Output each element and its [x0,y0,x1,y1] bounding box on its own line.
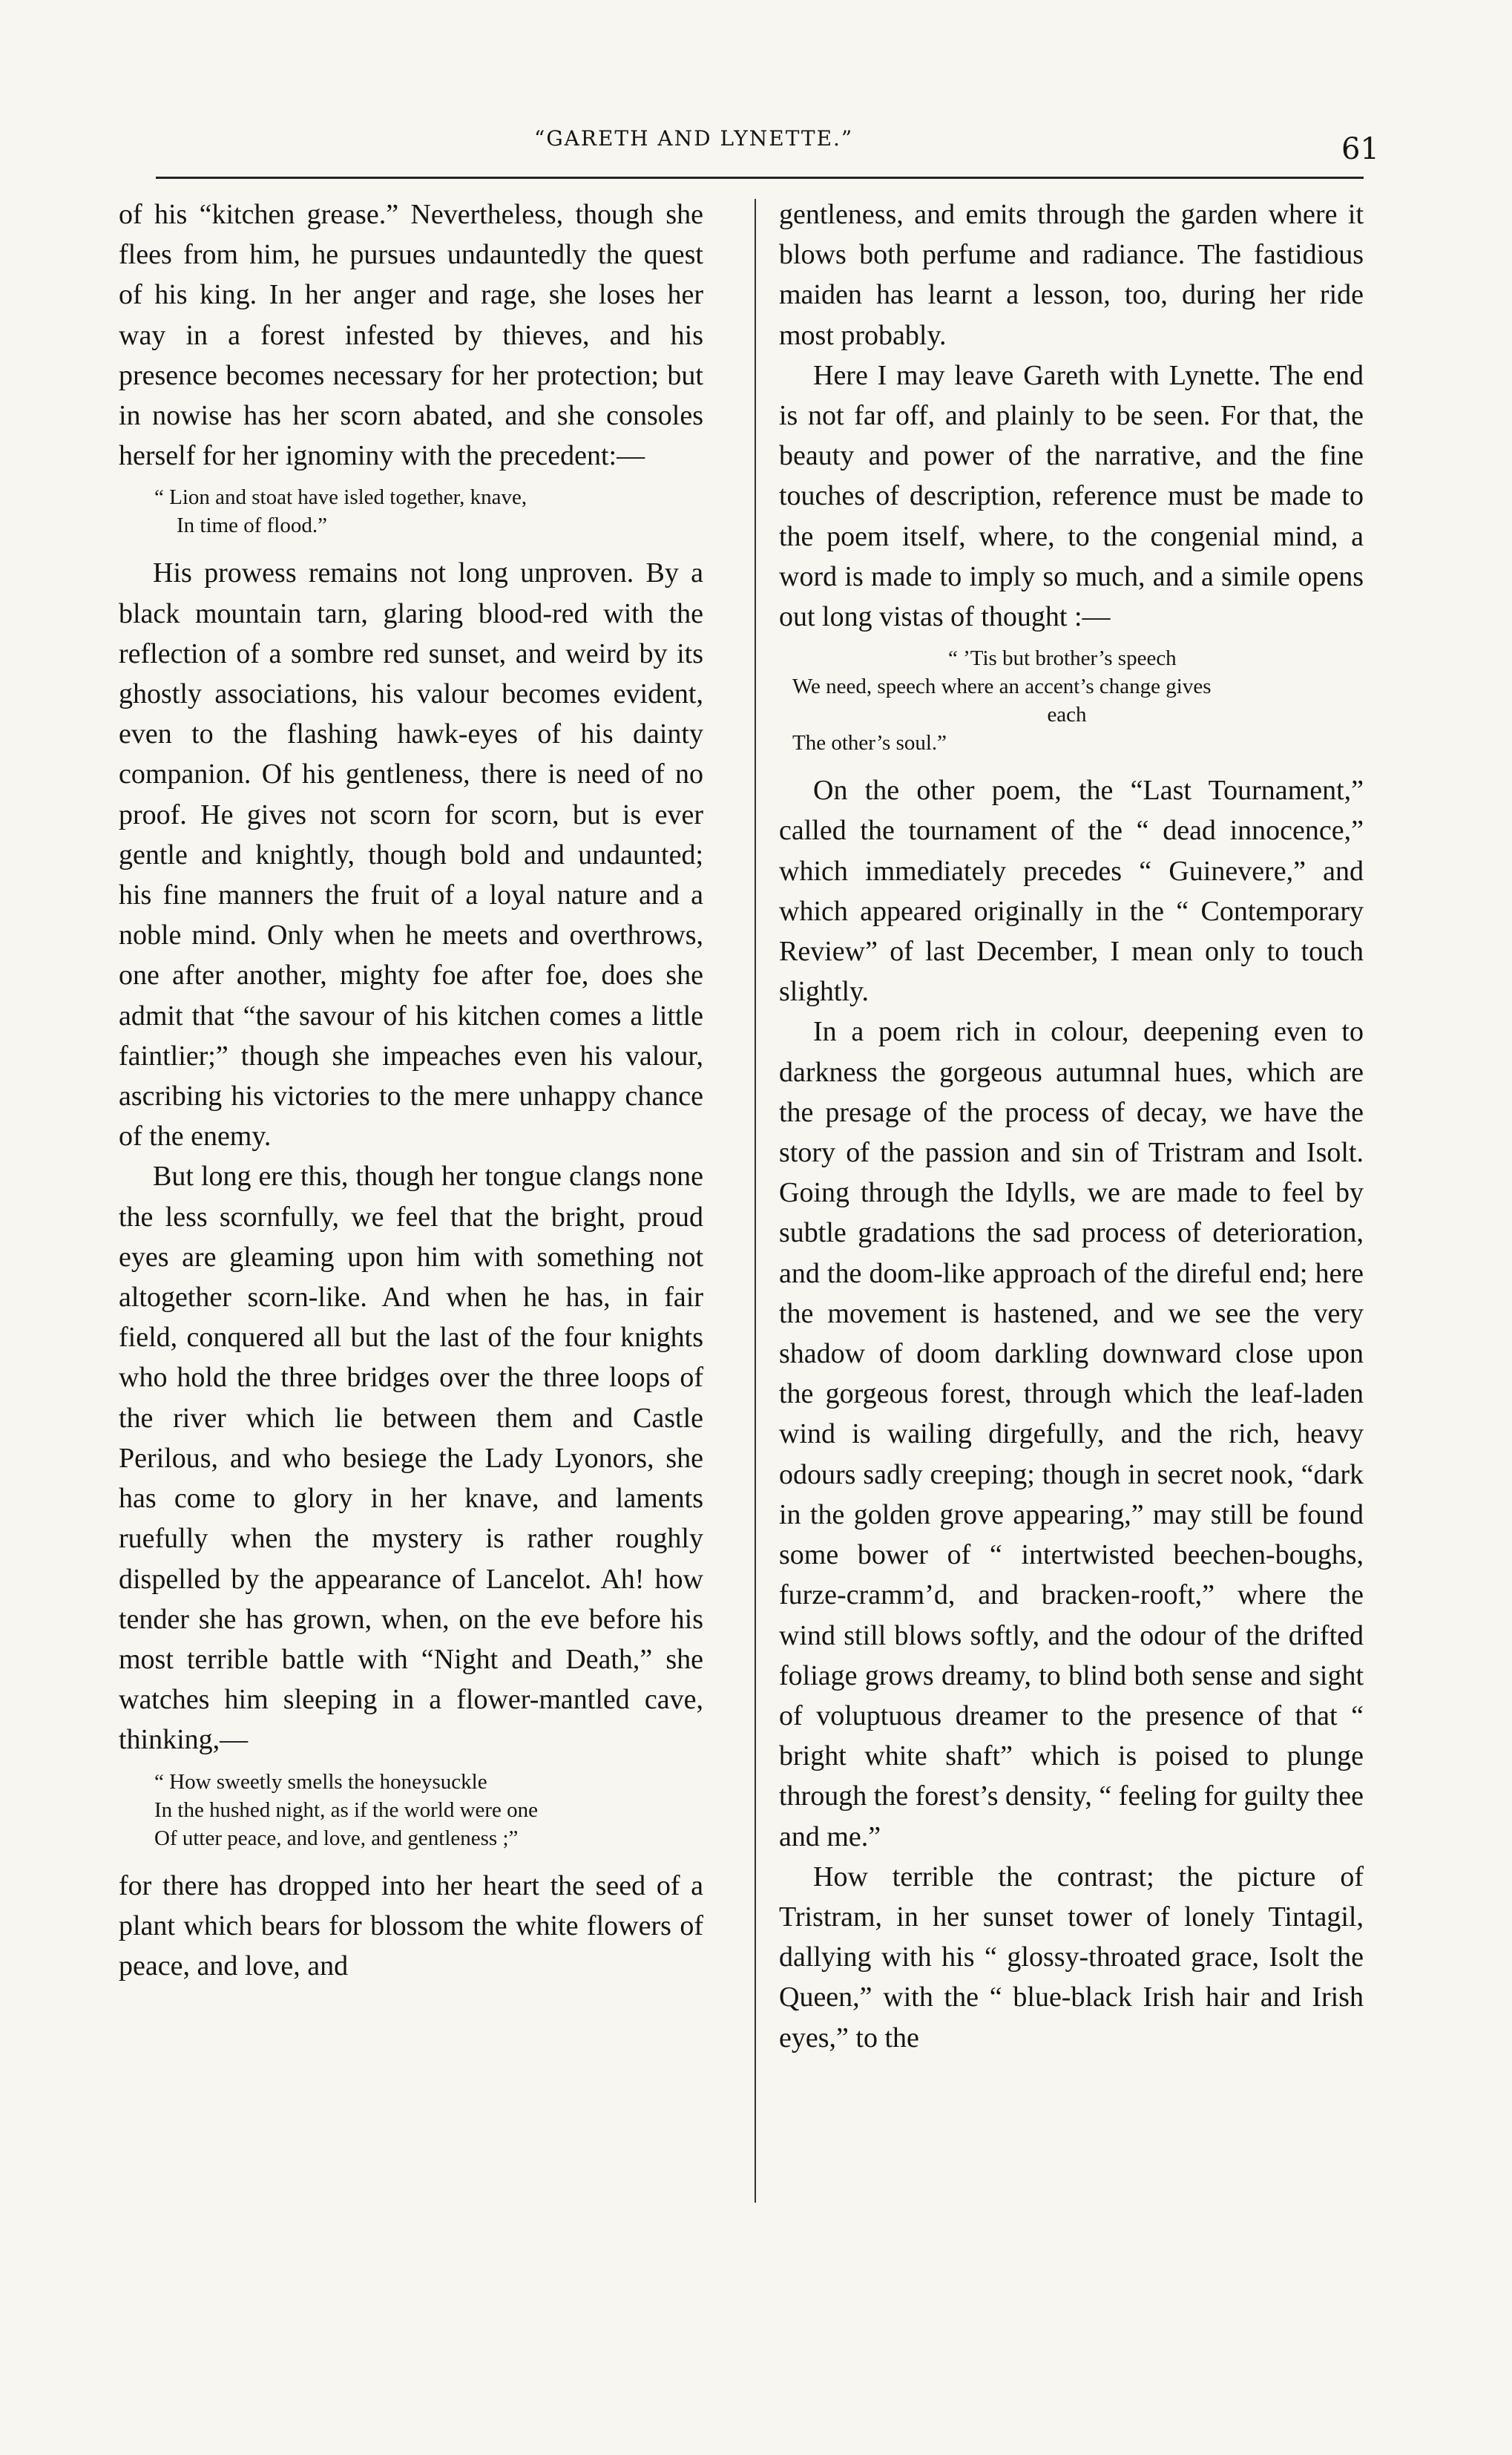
quote-line: “ Lion and stoat have isled together, knave, [154,485,527,510]
right-paragraph-1: gentleness, and emits through the garden where it blows both perfume and radiance. The fastidious maiden has learnt a lesson, too, during her ride most probably. [779,199,1364,351]
header-rule [156,177,1364,179]
left-quote-lion-and-stoat [154,483,703,540]
right-paragraph-5: How terrible the contrast; the picture of Tristram, in her sunset tower of lonely Tintagil, dallying with his “ glossy-throated grace, Isolt the Queen,” with the “ blue-black Irish hair and Irish eyes,” to the [779,1861,1364,2054]
right-paragraph-3: On the other poem, the “Last Tournament,” called the tournament of the “ dead innocence,” which immediately precedes “ Guinevere,” and which appeared originally in the “ Contemporary Review” of last December, I mean only to touch slightly. [779,775,1364,1008]
right-paragraph-4: In a poem rich in colour, deepening even to darkness the gorgeous autumnal hues, which are the presage of the process of decay, we have the story of the passion and sin of Tristram and Isolt. Going through the Idylls, we are made to feel by subtle gradations the sad process of deterioration, and the doom-like approach of the direful end; here the movement is hastened, and we see the very shadow of doom darkling downward close upon the gorgeous forest, through which the leaf-laden wind is wailing dirgefully, and the rich, heavy odours sadly creeping; though in secret nook, “dark in the golden grove appearing,” may still be found some bower of “ intertwisted beechen-boughs, furze-cramm’d, and bracken-rooft,” where the wind still blows softly, and the odour of the drifted foliage grows dreamy, to blind both sense and sight of voluptuous dreamer to the presence of that “ bright white shaft” which is poised to plunge through the forest’s density, “ feeling for guilty thee and me.” [779,1016,1364,1852]
quote-line: each [1047,703,1087,727]
page-number: 61 [1341,132,1379,166]
right-column [779,194,1364,2058]
quote-line: In the hushed night, as if the world were one [154,1797,539,1822]
left-paragraph-1: of his “kitchen grease.” Nevertheless, though she flees from him, he pursues undauntedly the quest of his king. In her anger and rage, she loses her way in a forest infested by thieves, and his presence becomes necessary for her protection; but in nowise has her scorn abated, and she consoles herself for her ignominy with the precedent:— [119,199,703,472]
left-paragraph-4: for there has dropped into her heart the seed of a plant which bears for blossom the white flowers of peace, and love, and [119,1869,703,1982]
quote-line: Of utter peace, and love, and gentleness ;” [154,1826,519,1850]
quote-line: “ How sweetly smells the honeysuckle [154,1769,487,1794]
quote-line: The other’s soul.” [792,731,947,755]
right-quote-brothers-speech [792,644,1364,757]
left-paragraph-3: But long ere this, though her tongue clangs none the less scornfully, we feel that the bright, proud eyes are gleaming upon him with something not altogether scorn-like. And when he has, in fair field, conquered all but the last of the four knights who hold the three bridges over the three loops of the river which lie between them and Castle Perilous, and who besiege the Lady Lyonors, she has come to glory in her knave, and laments ruefully when the mystery is rather roughly dispelled by the appearance of Lancelot. Ah! how tender she has grown, when, on the eve before his most terrible battle with “Night and Death,” she watches him sleeping in a flower-mantled cave, thinking,— [119,1161,703,1756]
left-quote-honeysuckle [154,1768,703,1852]
left-column [119,194,703,1986]
quote-line: We need, speech where an accent’s change gives [792,675,1212,699]
column-divider [755,199,756,2203]
left-paragraph-2: His prowess remains not long unproven. By a black mountain tarn, glaring blood-red with the reflection of a sombre red sunset, and weird by its ghostly associations, his valour becomes evident, even to the flashing hawk-eyes of his dainty companion. Of his gentleness, there is need of no proof. He gives not scorn for scorn, but is ever gentle and knightly, though bold and undaunted; his fine manners the fruit of a loyal nature and a noble mind. Only when he meets and overthrows, one after another, mighty foe after foe, does she admit that “the savour of his kitchen comes a little faintlier;” though she impeaches even his valour, ascribing his victories to the mere unhappy chance of the enemy. [119,557,703,1153]
running-header-title: “GARETH AND LYNETTE.” [534,126,854,151]
right-paragraph-2: Here I may leave Gareth with Lynette. The end is not far off, and plainly to be seen. For that, the beauty and power of the narrative, and the fine touches of description, reference must be made to the poem itself, where, to the congenial mind, a word is made to imply so much, and a simile opens out long vistas of thought :— [779,359,1364,633]
quote-line: “ ’Tis but brother’s speech [948,646,1177,671]
quote-line: In time of flood.” [177,514,327,538]
